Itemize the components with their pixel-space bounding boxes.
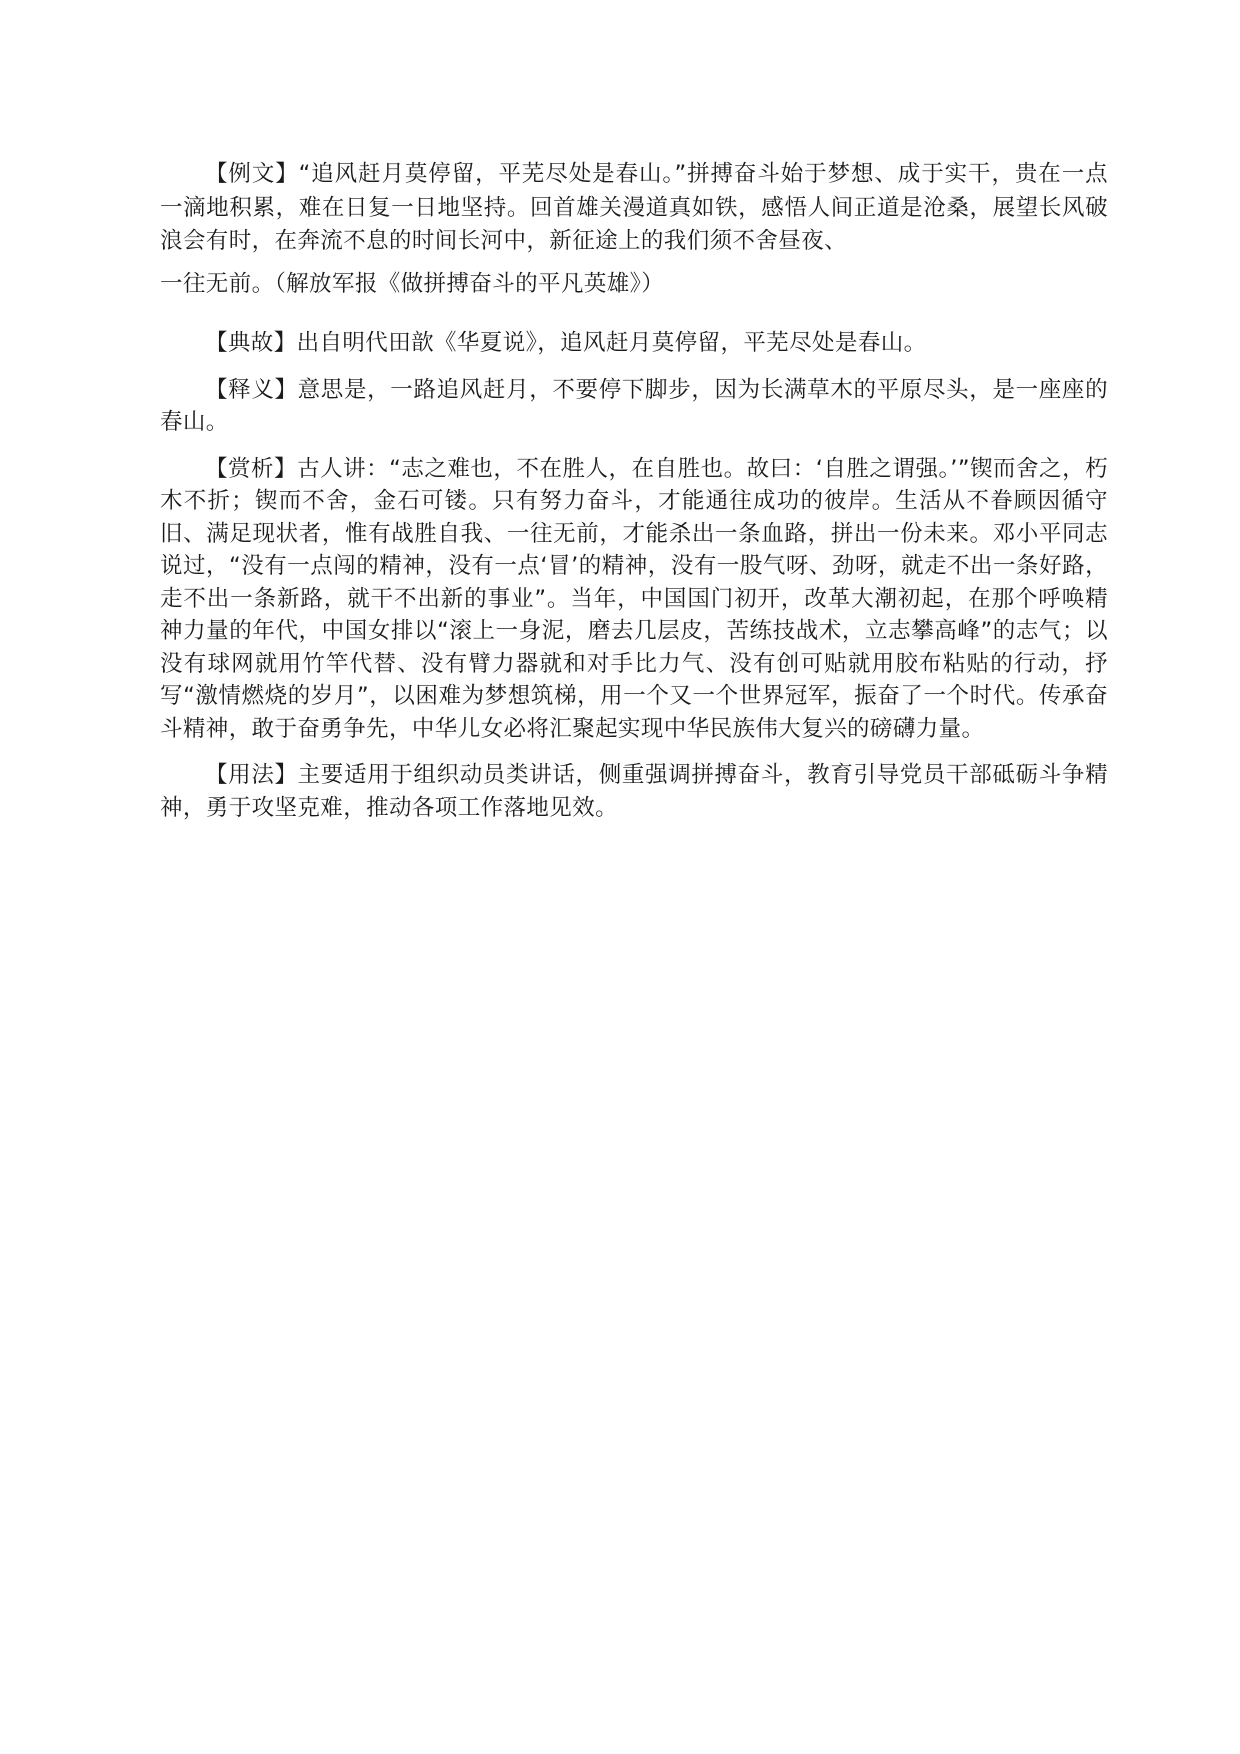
example-paragraph (160, 158, 1108, 301)
example-text: “追风赶月莫停留，平芜尽处是春山。”拼搏奋斗始于梦想、成于实干，贵在一点一滴地积累，难在日复一日地坚持。回首雄关漫道真如铁，感悟人间正道是沧桑，展望长风破浪会有时，在奔流不息的时间长河中，新征途上的我们须不舍昼夜、 (160, 161, 1108, 254)
usage-paragraph (160, 759, 1108, 824)
example-label: 【例文】 (205, 161, 299, 187)
analysis-text: 古人讲：“志之难也，不在胜人，在自胜也。故曰：‘自胜之谓强。’”锲而舍之，朽木不折；锲而不舍，金石可镂。只有努力奋斗，才能通往成功的彼岸。生活从不眷顾因循守旧、满足现状者，惟有战胜自我、一往无前，才能杀出一条血路，拼出一份未来。邓小平同志说过，“没有一点闯的精神，没有一点‘冒’的精神，没有一股气呀、劲呀，就走不出一条好路，走不出一条新路，就干不出新的事业”。当年，中国国门初开，改革大潮初起，在那个呼唤精神力量的年代，中国女排以“滚上一身泥，磨去几层皮，苦练技战术，立志攀高峰”的志气；以没有球网就用竹竿代替、没有臂力器就和对手比力气、没有创可贴就用胶布粘贴的行动，抒写“激情燃烧的岁月”，以困难为梦想筑梯，用一个又一个世界冠军，振奋了一个时代。传承奋斗精神，敢于奋勇争先，中华儿女必将汇聚起实现中华民族伟大复兴的磅礴力量。 (160, 455, 1108, 742)
document-page (160, 158, 1108, 824)
usage-text: 主要适用于组织动员类讲话，侧重强调拼搏奋斗，教育引导党员干部砥砺斗争精神，勇于攻坚克难，推动各项工作落地见效。 (160, 762, 1108, 821)
origin-text: 出自明代田歆《华夏说》，追风赶月莫停留，平芜尽处是春山。 (296, 330, 927, 356)
meaning-text: 意思是，一路追风赶月，不要停下脚步，因为长满草木的平原尽头，是一座座的春山。 (160, 376, 1108, 435)
analysis-label: 【赏析】 (205, 455, 298, 482)
origin-label: 【典故】 (205, 330, 297, 356)
origin-paragraph (160, 327, 1108, 360)
usage-label: 【用法】 (205, 762, 298, 788)
meaning-label: 【释义】 (205, 376, 298, 403)
meaning-paragraph (160, 374, 1108, 439)
example-source-line: 一往无前。（解放军报《做拼搏奋斗的平凡英雄》） (160, 270, 665, 297)
analysis-paragraph (160, 453, 1108, 746)
